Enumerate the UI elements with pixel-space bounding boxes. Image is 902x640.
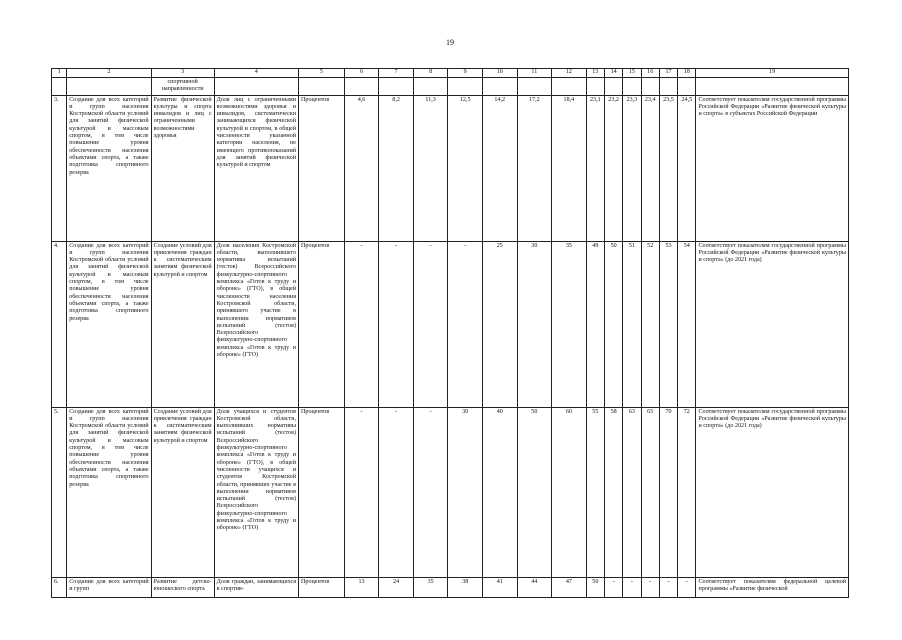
value-cell: 17,2: [517, 95, 552, 241]
event-cell: Создание условий для привлечения граждан к систематическим занятиям физической культурой и спортом: [151, 241, 214, 407]
value-cell: 70: [659, 407, 677, 577]
value-cell: -: [379, 407, 414, 577]
value-cell: 23,3: [623, 95, 641, 241]
task-cell: Создание для всех категорий и групп населения Костромской области условий для занятий физической культурой и массовым спортом, в том числе повышение уровня обеспеченности населения объектами спорта, а также подготовка спортивного резерва: [67, 95, 151, 241]
indicators-table: [51, 68, 849, 598]
column-number-header: 7: [379, 69, 414, 78]
continuation-event-cell: спортивной направленности: [151, 78, 214, 96]
event-cell: Создание условий для привлечения граждан к систематическим занятиям физической культурой и спортом: [151, 407, 214, 577]
column-number-header: 4: [214, 69, 298, 78]
page-number: 19: [446, 38, 454, 47]
task-cell: Создание для всех категорий и групп населения Костромской области условий для занятий физической культурой и массовым спортом, в том числе повышение уровня обеспеченности населения объектами спорта, а также подготовка спортивного резерва: [67, 407, 151, 577]
value-cell: 12,5: [448, 95, 483, 241]
value-cell: 51: [623, 241, 641, 407]
value-cell: -: [659, 577, 677, 597]
value-cell: -: [344, 241, 379, 407]
value-cell: 60: [552, 407, 587, 577]
value-cell: 11,3: [413, 95, 448, 241]
value-cell: 18,4: [552, 95, 587, 241]
task-cell: Создание для всех категорий и групп: [67, 577, 151, 597]
header-row: [52, 69, 849, 78]
value-cell: 65: [641, 407, 659, 577]
value-cell: 58: [604, 407, 622, 577]
value-cell: -: [604, 577, 622, 597]
value-cell: 50: [517, 407, 552, 577]
value-cell: -: [448, 241, 483, 407]
indicator-cell: Доля учащихся и студентов Костромской области, выполнивших нормативы испытаний (тестов) Всероссийского физкультурно-спортивного комплекса «Готов к труду и обороне» (ГТО), в общей численности учащихся и студентов Костромской области, принявших участие в выполнении нормативов испытаний (тестов) Всероссийского физкультурно-спортивного комплекса «Готов к труду и обороне» (ГТО): [214, 407, 298, 577]
value-cell: -: [623, 577, 641, 597]
value-cell: 50: [586, 577, 604, 597]
value-cell: 24: [379, 577, 414, 597]
compliance-cell: Соответствует показателям государственной программы Российской Федерации «Развитие физической культуры и спорта» (до 2021 года): [696, 241, 849, 407]
value-cell: -: [379, 241, 414, 407]
value-cell: -: [678, 577, 696, 597]
value-cell: 47: [552, 577, 587, 597]
column-number-header: 15: [623, 69, 641, 78]
value-cell: 54: [678, 241, 696, 407]
column-number-header: 11: [517, 69, 552, 78]
value-cell: 38: [448, 577, 483, 597]
column-number-header: 5: [299, 69, 345, 78]
value-cell: 8,2: [379, 95, 414, 241]
value-cell: -: [413, 241, 448, 407]
unit-cell: Процентов: [299, 95, 345, 241]
value-cell: -: [641, 577, 659, 597]
compliance-cell: Соответствует показателям федеральной целевой программы «Развитие физической: [696, 577, 849, 597]
row-number-cell: 4.: [52, 241, 67, 407]
value-cell: 14,2: [482, 95, 517, 241]
table-row: [52, 407, 849, 577]
table-row: [52, 577, 849, 597]
value-cell: 4,6: [344, 95, 379, 241]
value-cell: 44: [517, 577, 552, 597]
unit-cell: Процентов: [299, 241, 345, 407]
value-cell: 23,1: [586, 95, 604, 241]
column-number-header: 2: [67, 69, 151, 78]
row-number-cell: 5.: [52, 407, 67, 577]
event-cell: Развитие детско-юношеского спорта: [151, 577, 214, 597]
value-cell: 30: [517, 241, 552, 407]
row-number-cell: 3.: [52, 95, 67, 241]
value-cell: 55: [586, 407, 604, 577]
column-number-header: 17: [659, 69, 677, 78]
column-number-header: 1: [52, 69, 67, 78]
value-cell: 23,2: [604, 95, 622, 241]
value-cell: 49: [586, 241, 604, 407]
column-number-header: 13: [586, 69, 604, 78]
column-number-header: 19: [696, 69, 849, 78]
value-cell: 41: [482, 577, 517, 597]
value-cell: 24,5: [678, 95, 696, 241]
value-cell: 13: [344, 577, 379, 597]
column-number-header: 9: [448, 69, 483, 78]
value-cell: 25: [482, 241, 517, 407]
column-number-header: 16: [641, 69, 659, 78]
value-cell: 35: [413, 577, 448, 597]
column-number-header: 18: [678, 69, 696, 78]
column-number-header: 3: [151, 69, 214, 78]
value-cell: 23,5: [659, 95, 677, 241]
row-number-cell: 6.: [52, 577, 67, 597]
task-cell: Создание для всех категорий и групп населения Костромской области условий для занятий физической культурой и массовым спортом, в том числе повышение уровня обеспеченности населения объектами спорта, а также подготовка спортивного резерва: [67, 241, 151, 407]
value-cell: 30: [448, 407, 483, 577]
compliance-cell: Соответствует показателям государственной программы Российской Федерации «Развитие физической культуры и спорта» в субъектах Российской Федерации: [696, 95, 849, 241]
column-number-header: 8: [413, 69, 448, 78]
value-cell: 35: [552, 241, 587, 407]
value-cell: 23,4: [641, 95, 659, 241]
column-number-header: 12: [552, 69, 587, 78]
column-number-header: 10: [482, 69, 517, 78]
indicator-cell: Доля граждан, занимающихся в спортив-: [214, 577, 298, 597]
value-cell: 50: [604, 241, 622, 407]
event-cell: Развитие физической культуры и спорта инвалидов и лиц с ограниченными возможностями здоровья: [151, 95, 214, 241]
continuation-row: [52, 78, 849, 96]
value-cell: -: [413, 407, 448, 577]
value-cell: 72: [678, 407, 696, 577]
value-cell: 53: [659, 241, 677, 407]
column-number-header: 6: [344, 69, 379, 78]
unit-cell: Процентов: [299, 577, 345, 597]
column-number-header: 14: [604, 69, 622, 78]
value-cell: 52: [641, 241, 659, 407]
table-row: [52, 95, 849, 241]
compliance-cell: Соответствует показателям государственной программы Российской Федерации «Развитие физической культуры и спорта» (до 2021 года): [696, 407, 849, 577]
value-cell: 40: [482, 407, 517, 577]
value-cell: 63: [623, 407, 641, 577]
indicator-cell: Доля лиц с ограниченными возможностями здоровья и инвалидов, систематически занимающихся физической культурой и спортом, в общей численности указанной категории населения, не имеющего противопоказаний для занятий физической культурой и спортом: [214, 95, 298, 241]
value-cell: -: [344, 407, 379, 577]
unit-cell: Процентов: [299, 407, 345, 577]
table-row: [52, 241, 849, 407]
indicator-cell: Доля населения Костромской области, выполнившего нормативы испытаний (тестов) Всероссийского физкультурно-спортивного комплекса «Готов к труду и обороне» (ГТО), в общей численности населения Костромской области, принявшего участие в выполнении нормативов испытаний (тестов) Всероссийского физкультурно-спортивного комплекса «Готов к труду и обороне» (ГТО): [214, 241, 298, 407]
